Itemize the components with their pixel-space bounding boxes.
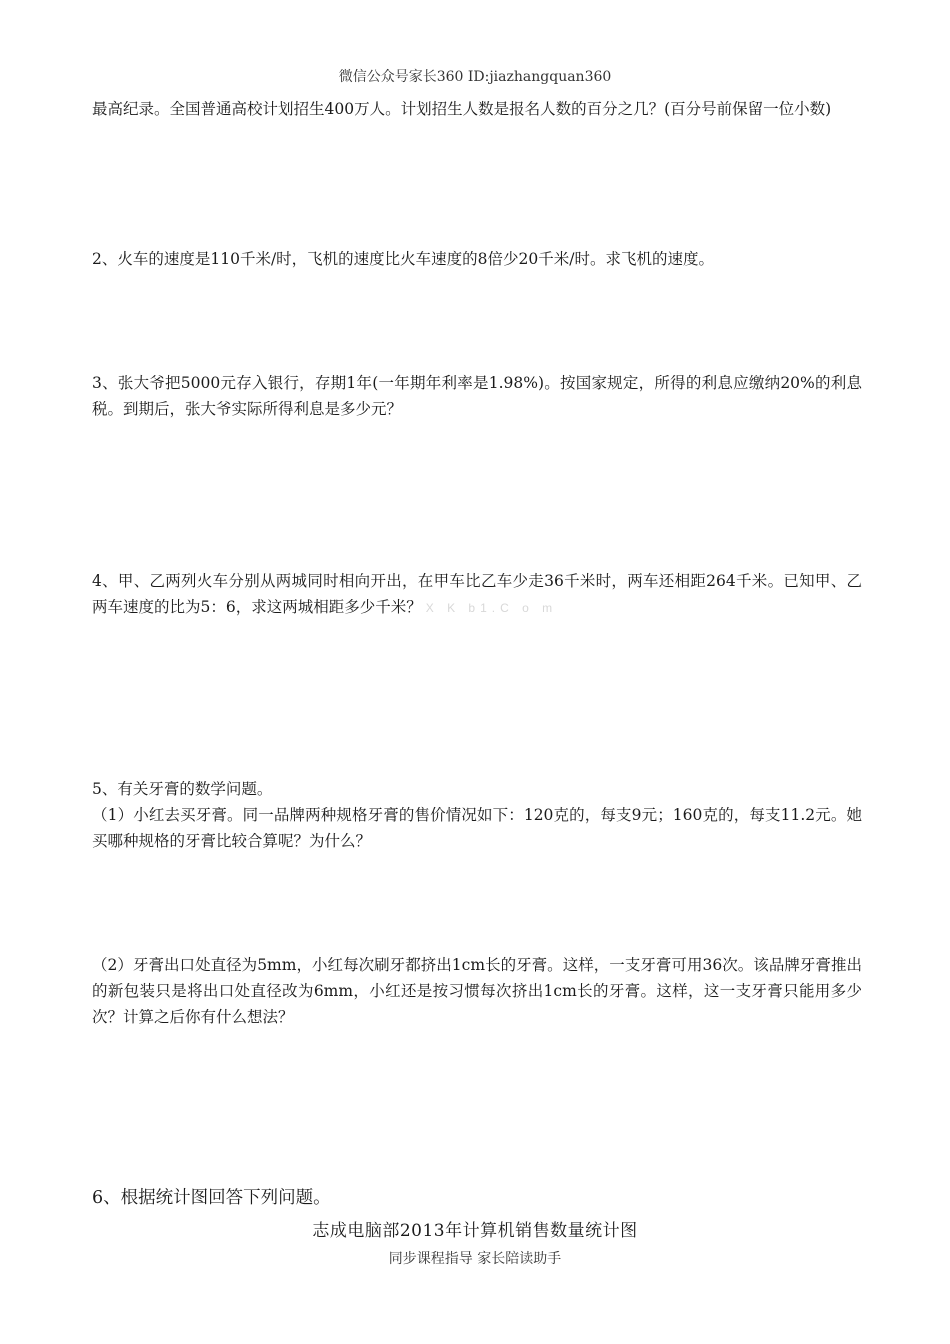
watermark-text: X K b1.C o m — [425, 601, 558, 615]
question-6-title: 6、根据统计图回答下列问题。 — [92, 1188, 331, 1208]
page-header: 微信公众号家长360 ID:jiazhangquan360 — [338, 69, 612, 85]
question-5-part-2: （2）牙膏出口处直径为5mm，小红每次刷牙都挤出1cm长的牙膏。这样，一支牙膏可用36次。该品牌牙膏推出的新包装只是将出口处直径改为6mm，小红还是按习惯每次挤出1cm长的牙膏。这样，这一支牙膏只能用多少次？计算之后你有什么想法？ — [92, 956, 862, 1026]
question-2: 2、火车的速度是110千米/时，飞机的速度比火车速度的8倍少20千米/时。求飞机的速度。 — [92, 250, 714, 268]
question-3: 3、张大爷把5000元存入银行，存期1年(一年期年利率是1.98%)。按国家规定，所得的利息应缴纳20%的利息税。到期后，张大爷实际所得利息是多少元？ — [92, 374, 862, 418]
page-footer: 同步课程指导 家长陪读助手 — [388, 1251, 562, 1267]
chart-title: 志成电脑部2013年计算机销售数量统计图 — [312, 1221, 638, 1241]
question-4-text: 4、甲、乙两列火车分别从两城同时相向开出，在甲车比乙车少走36千米时，两车还相距264千米。已知甲、乙两车速度的比为5：6，求这两城相距多少千米？ — [92, 572, 862, 616]
question-5-title: 5、有关牙膏的数学问题。 — [92, 780, 273, 798]
question-1-continuation: 最高纪录。全国普通高校计划招生400万人。计划招生人数是报名人数的百分之几？(百分号前保留一位小数) — [92, 100, 832, 118]
question-5-part-1: （1）小红去买牙膏。同一品牌两种规格牙膏的售价情况如下：120克的，每支9元；160克的，每支11.2元。她买哪种规格的牙膏比较合算呢？为什么？ — [92, 806, 862, 850]
question-4 — [92, 568, 862, 621]
